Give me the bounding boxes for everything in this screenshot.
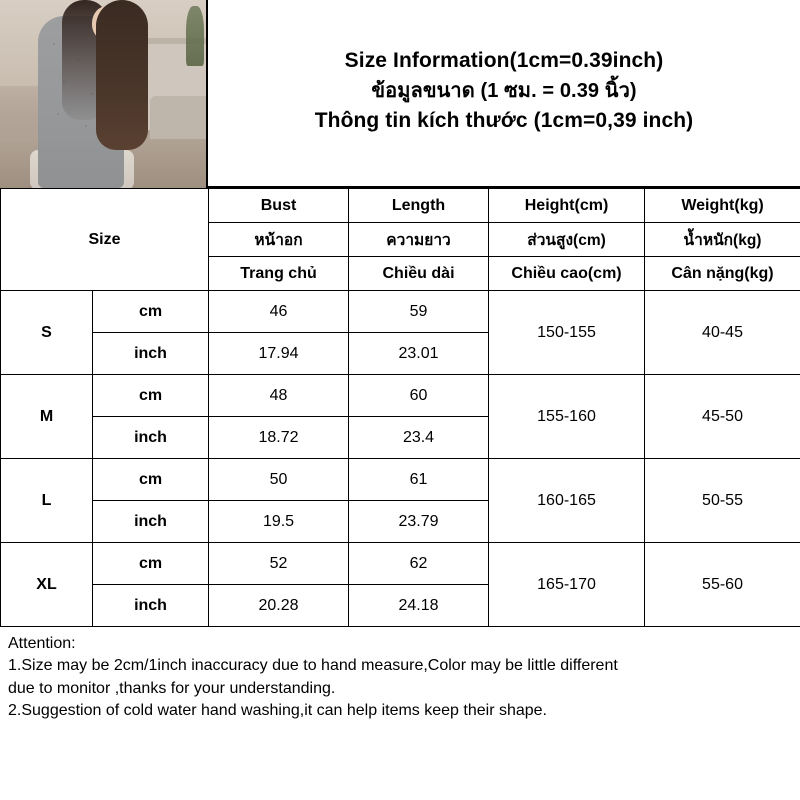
- unit-inch-l: inch: [93, 501, 209, 543]
- unit-inch-m: inch: [93, 417, 209, 459]
- attention-heading: Attention:: [8, 635, 76, 652]
- weight-l: 50-55: [645, 459, 800, 543]
- unit-inch-xl: inch: [93, 585, 209, 627]
- product-photo: [0, 0, 208, 188]
- title-english: Size Information(1cm=0.39inch): [344, 49, 664, 73]
- unit-inch-s: inch: [93, 333, 209, 375]
- bust-cm-m: 48: [209, 375, 349, 417]
- length-inch-l: 23.79: [349, 501, 489, 543]
- header-weight-vi: Cân nặng(kg): [645, 257, 800, 291]
- header-height-en: Height(cm): [489, 189, 645, 223]
- height-s: 150-155: [489, 291, 645, 375]
- bust-cm-l: 50: [209, 459, 349, 501]
- bust-inch-xl: 20.28: [209, 585, 349, 627]
- table-row: [1, 291, 800, 333]
- bust-cm-s: 46: [209, 291, 349, 333]
- length-cm-xl: 62: [349, 543, 489, 585]
- header-bust-en: Bust: [209, 189, 349, 223]
- header-height-vi: Chiều cao(cm): [489, 257, 645, 291]
- height-xl: 165-170: [489, 543, 645, 627]
- title-block: [208, 0, 800, 186]
- header-length-th: ความยาว: [349, 223, 489, 257]
- table-header-row-en: [1, 189, 800, 223]
- length-inch-m: 23.4: [349, 417, 489, 459]
- table-row: [1, 459, 800, 501]
- height-m: 155-160: [489, 375, 645, 459]
- header-weight-th: น้ำหนัก(kg): [645, 223, 800, 257]
- header-row: [0, 0, 800, 188]
- length-cm-l: 61: [349, 459, 489, 501]
- row-size-m: M: [1, 375, 93, 459]
- header-length-en: Length: [349, 189, 489, 223]
- attention-line-3: 2.Suggestion of cold water hand washing,it can help items keep their shape.: [8, 701, 547, 719]
- title-vietnamese: Thông tin kích thước (1cm=0,39 inch): [314, 108, 694, 132]
- title-thai: ข้อมูลขนาด (1 ซม. = 0.39 นิ้ว): [371, 79, 637, 102]
- length-inch-xl: 24.18: [349, 585, 489, 627]
- weight-s: 40-45: [645, 291, 800, 375]
- header-bust-th: หน้าอก: [209, 223, 349, 257]
- unit-cm-s: cm: [93, 291, 209, 333]
- table-row: [1, 543, 800, 585]
- photo-plant: [186, 6, 204, 66]
- photo-model-hair: [96, 0, 148, 150]
- attention-block: [0, 627, 800, 730]
- weight-m: 45-50: [645, 375, 800, 459]
- row-size-l: L: [1, 459, 93, 543]
- size-table: [0, 188, 800, 627]
- header-bust-vi: Trang chủ: [209, 257, 349, 291]
- length-cm-s: 59: [349, 291, 489, 333]
- header-weight-en: Weight(kg): [645, 189, 800, 223]
- header-length-vi: Chiều dài: [349, 257, 489, 291]
- row-size-s: S: [1, 291, 93, 375]
- unit-cm-xl: cm: [93, 543, 209, 585]
- header-height-th: ส่วนสูง(cm): [489, 223, 645, 257]
- attention-line-2: due to monitor ,thanks for your understanding.: [8, 679, 336, 697]
- weight-xl: 55-60: [645, 543, 800, 627]
- bust-inch-l: 19.5: [209, 501, 349, 543]
- length-inch-s: 23.01: [349, 333, 489, 375]
- table-row: [1, 375, 800, 417]
- header-size-cell: Size: [1, 189, 209, 291]
- row-size-xl: XL: [1, 543, 93, 627]
- height-l: 160-165: [489, 459, 645, 543]
- unit-cm-l: cm: [93, 459, 209, 501]
- unit-cm-m: cm: [93, 375, 209, 417]
- length-cm-m: 60: [349, 375, 489, 417]
- bust-inch-s: 17.94: [209, 333, 349, 375]
- bust-inch-m: 18.72: [209, 417, 349, 459]
- attention-line-1: 1.Size may be 2cm/1inch inaccuracy due to hand measure,Color may be little different: [8, 657, 618, 675]
- bust-cm-xl: 52: [209, 543, 349, 585]
